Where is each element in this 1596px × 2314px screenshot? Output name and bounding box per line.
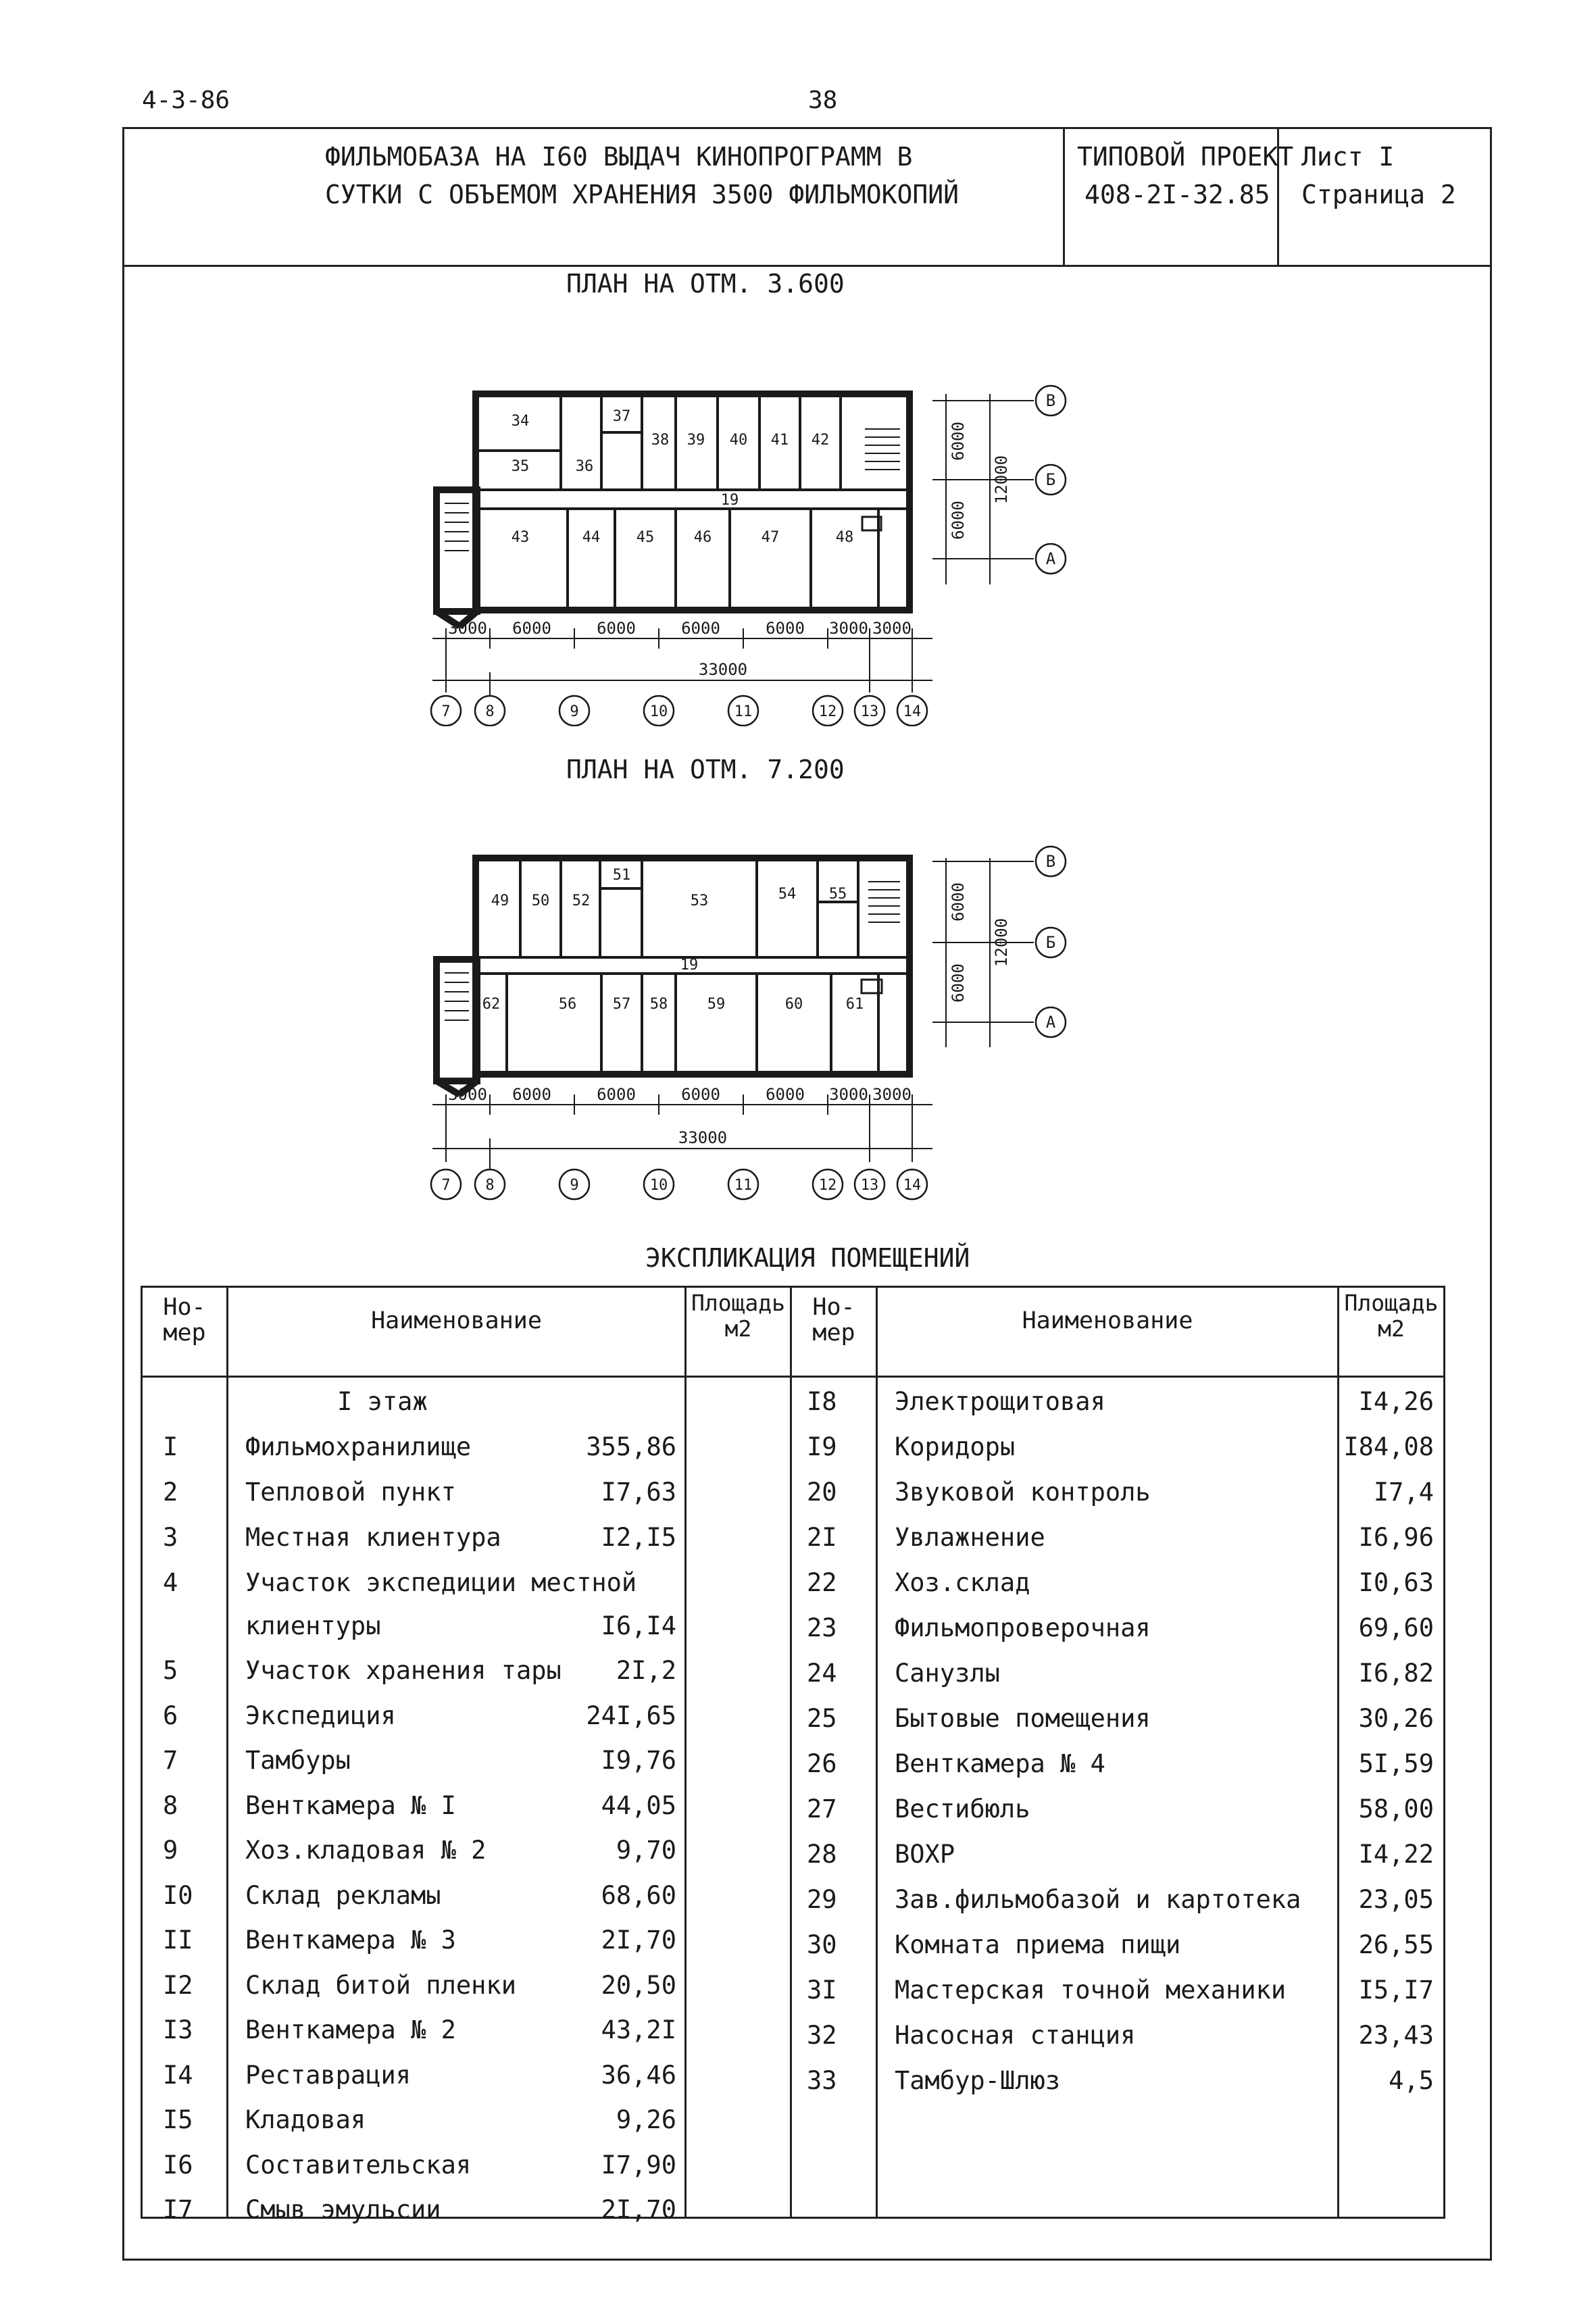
dim-label: 3000 (448, 1085, 487, 1104)
room-label: 62 (482, 996, 501, 1013)
table-row-num: 22 (807, 1568, 837, 1597)
table-row-area: I7,4 (1373, 1478, 1434, 1507)
project-label: ТИПОВОЙ ПРОЕКТ (1077, 142, 1294, 172)
table-row-num: 28 (807, 1840, 837, 1869)
table-row-area: 2I,2 (616, 1656, 676, 1685)
dim-label: 6000 (681, 1085, 720, 1104)
dim-label: 6000 (766, 1085, 805, 1104)
table-row-num: I (163, 1432, 178, 1461)
axis-label: 11 (734, 703, 753, 720)
table-row-num: I7 (163, 2195, 193, 2224)
axis-label: А (1045, 549, 1056, 568)
page-code: 4-3-86 (142, 86, 230, 114)
dim-label: 3000 (872, 1085, 912, 1104)
table-row-area: 2I,70 (601, 1926, 676, 1955)
dim-total: 12000 (992, 917, 1011, 967)
plan2-drawing (419, 841, 1095, 1206)
table-row-area: I4,26 (1358, 1387, 1434, 1416)
dim-label: 6000 (949, 963, 968, 1003)
dim-label: 6000 (949, 501, 968, 540)
table-row-area: I7,63 (601, 1478, 676, 1507)
room-label: 19 (680, 957, 699, 974)
table-row-name: Венткамера № 4 (895, 1749, 1105, 1778)
room-label: 47 (761, 529, 780, 546)
room-label: 58 (649, 996, 668, 1013)
table-row-name: Вестибюль (895, 1794, 1030, 1823)
room-label: 35 (511, 458, 530, 475)
table-row-area: I2,I5 (601, 1523, 676, 1552)
axis-label: Б (1045, 933, 1056, 952)
axis-label: 8 (485, 1177, 495, 1194)
room-label: 40 (729, 432, 748, 449)
axis-label: А (1045, 1013, 1056, 1032)
table-row-num: 9 (163, 1836, 178, 1865)
room-label: 49 (491, 892, 509, 909)
axis-label: 8 (485, 703, 495, 720)
table-row-name: ВОХР (895, 1840, 955, 1869)
table-row-area: 36,46 (601, 2061, 676, 2090)
room-label: 43 (511, 529, 530, 546)
page-label: Страница 2 (1301, 180, 1456, 209)
table-row-num: I2 (163, 1971, 193, 2000)
table-row-num: I5 (163, 2105, 193, 2134)
table-row-name: Экспедиция (245, 1701, 396, 1730)
table-row-name: Фильмопроверочная (895, 1613, 1151, 1642)
room-label: 61 (845, 996, 864, 1013)
room-label: 48 (835, 529, 854, 546)
table-row-name: Тамбур-Шлюз (895, 2066, 1061, 2095)
table-row-num: 7 (163, 1746, 178, 1775)
axis-label: 14 (903, 1177, 922, 1194)
table-row-area: 23,43 (1358, 2021, 1434, 2050)
table-header-rule (143, 1376, 1443, 1378)
room-label: 38 (651, 432, 670, 449)
table-row-area: I9,76 (601, 1746, 676, 1775)
table-row-name: Кладовая (245, 2105, 366, 2134)
col-area-header: Площадь м2 (691, 1290, 786, 1342)
table-row-area: I5,I7 (1358, 1976, 1434, 2005)
axis-label: 10 (649, 1177, 668, 1194)
table-row-name: Венткамера № I (245, 1791, 456, 1820)
dim-label: 6000 (949, 882, 968, 922)
table-row-name: Санузлы (895, 1659, 1000, 1688)
table-row-name: Смыв эмульсии (245, 2195, 441, 2224)
dim-total: 33000 (698, 660, 748, 679)
table-row-area: 43,2I (601, 2015, 676, 2044)
table-row-num: 4 (163, 1568, 178, 1597)
table-row-num: 2 (163, 1478, 178, 1507)
plan2-title: ПЛАН НА ОТМ. 7.200 (566, 755, 845, 784)
dim-label: 6000 (597, 619, 636, 638)
table-row-area: 9,70 (616, 1836, 676, 1865)
room-label: 59 (707, 996, 726, 1013)
room-label: 54 (778, 886, 797, 903)
dim-label: 6000 (681, 619, 720, 638)
room-label: 36 (575, 458, 594, 475)
table-row-num: 3I (807, 1976, 837, 2005)
axis-label: В (1045, 391, 1056, 410)
axis-label: 13 (860, 703, 879, 720)
axis-label: В (1045, 852, 1056, 871)
room-label: 41 (770, 432, 789, 449)
table-row-name: Бытовые помещения (895, 1704, 1151, 1733)
header-divider (1063, 127, 1065, 265)
room-label: 51 (612, 867, 631, 884)
dim-label: 3000 (829, 619, 868, 638)
table-row-area: 24I,65 (586, 1701, 676, 1730)
room-label: 60 (784, 996, 803, 1013)
table-row-name: Венткамера № 3 (245, 1926, 456, 1955)
col-divider (876, 1288, 878, 2217)
table-row-name: Реставрация (245, 2061, 412, 2090)
room-label: 42 (811, 432, 830, 449)
axis-label: 7 (441, 1177, 451, 1194)
room-label: 50 (531, 892, 550, 909)
col-num-header: Но- мер (163, 1294, 206, 1347)
table-row-name: Участок экспедиции местной (245, 1568, 637, 1597)
table-row-num: 5 (163, 1656, 178, 1685)
axis-label: 7 (441, 703, 451, 720)
axis-label: 13 (860, 1177, 879, 1194)
dim-label: 6000 (512, 1085, 551, 1104)
table-row-num: 23 (807, 1613, 837, 1642)
room-label: 55 (828, 886, 847, 903)
table-row-name: Коридоры (895, 1432, 1016, 1461)
plan1-title: ПЛАН НА ОТМ. 3.600 (566, 269, 845, 299)
dim-label: 6000 (766, 619, 805, 638)
table-row-area: I6,96 (1358, 1523, 1434, 1552)
axis-label: 10 (649, 703, 668, 720)
dim-label: 3000 (829, 1085, 868, 1104)
table-row-num: 32 (807, 2021, 837, 2050)
dim-label: 6000 (512, 619, 551, 638)
table-row-name: Хоз.кладовая № 2 (245, 1836, 487, 1865)
table-row-area: I0,63 (1358, 1568, 1434, 1597)
table-title: ЭКСПЛИКАЦИЯ ПОМЕЩЕНИЙ (645, 1243, 970, 1273)
axis-label: 9 (570, 703, 579, 720)
header-block (122, 127, 1490, 267)
table-row-num: 6 (163, 1701, 178, 1730)
table-row-area: 4,5 (1389, 2066, 1434, 2095)
room-label: 45 (636, 529, 655, 546)
table-row-name: Составительская (245, 2150, 472, 2180)
table-row-num: I6 (163, 2150, 193, 2180)
axis-label: 12 (818, 703, 837, 720)
table-row-area: 58,00 (1358, 1794, 1434, 1823)
col-area-header: Площадь м2 (1344, 1290, 1439, 1342)
dim-label: 3000 (872, 619, 912, 638)
table-row-area: 5I,59 (1358, 1749, 1434, 1778)
table-row-num: 20 (807, 1478, 837, 1507)
table-row-area: 9,26 (616, 2105, 676, 2134)
table-row-num: 2I (807, 1523, 837, 1552)
table-row-area: 44,05 (601, 1791, 676, 1820)
table-row-num: 27 (807, 1794, 837, 1823)
table-row-name: Комната приема пищи (895, 1930, 1181, 1959)
table-row-name: клиентуры (245, 1611, 381, 1640)
table-row-area: 355,86 (586, 1432, 676, 1461)
dim-total: 12000 (992, 455, 1011, 505)
col-name-header: Наименование (1022, 1307, 1193, 1334)
table-row-area: I6,82 (1358, 1659, 1434, 1688)
table-row-name: Зав.фильмобазой и картотека (895, 1885, 1301, 1914)
room-label: 19 (720, 492, 739, 509)
table-row-name: Хоз.склад (895, 1568, 1030, 1597)
axis-label: 9 (570, 1177, 579, 1194)
table-row-name: Венткамера № 2 (245, 2015, 456, 2044)
table-row-area: 23,05 (1358, 1885, 1434, 1914)
table-row-area: 26,55 (1358, 1930, 1434, 1959)
room-label: 53 (690, 892, 709, 909)
dim-label: 6000 (949, 422, 968, 461)
table-row-area: 68,60 (601, 1881, 676, 1910)
table-row-name: Мастерская точной механики (895, 1976, 1287, 2005)
table-row-name: Фильмохранилище (245, 1432, 472, 1461)
table-row-num: II (163, 1926, 193, 1955)
table-row-area: I7,90 (601, 2150, 676, 2180)
room-label: 37 (612, 408, 631, 425)
col-divider (684, 1288, 687, 2217)
axis-label: 12 (818, 1177, 837, 1194)
dim-label: 3000 (448, 619, 487, 638)
table-row-num: 3 (163, 1523, 178, 1552)
explication-table (141, 1286, 1445, 2224)
table-row-area: I6,I4 (601, 1611, 676, 1640)
axis-label: Б (1045, 470, 1056, 489)
table-row-num: 8 (163, 1791, 178, 1820)
col-divider (1337, 1288, 1339, 2217)
header-title-line1: ФИЛЬМОБАЗА НА I60 ВЫДАЧ КИНОПРОГРАММ В (325, 142, 913, 172)
table-row-area: I4,22 (1358, 1840, 1434, 1869)
table-row-num: 25 (807, 1704, 837, 1733)
col-divider (790, 1288, 792, 2217)
table-row-area: I84,08 (1343, 1432, 1434, 1461)
table-row-num: 26 (807, 1749, 837, 1778)
room-label: 44 (582, 529, 601, 546)
table-row-num: I4 (163, 2061, 193, 2090)
project-number: 408-2I-32.85 (1084, 180, 1270, 209)
table-row-num: 30 (807, 1930, 837, 1959)
col-num-header: Но- мер (812, 1294, 855, 1347)
table-row-name: Насосная станция (895, 2021, 1136, 2050)
table-row-num: I3 (163, 2015, 193, 2044)
table-row-name: Местная клиентура (245, 1523, 501, 1552)
room-label: 52 (572, 892, 591, 909)
col-name-header: Наименование (371, 1307, 542, 1334)
table-row-num: I9 (807, 1432, 837, 1461)
table-row-area: 20,50 (601, 1971, 676, 2000)
table-row-name: Участок хранения тары (245, 1656, 562, 1685)
plan1-drawing (419, 375, 1095, 726)
room-label: 39 (687, 432, 705, 449)
table-row-name: Тамбуры (245, 1746, 351, 1775)
header-title-line2: СУТКИ С ОБЪЕМОМ ХРАНЕНИЯ 3500 ФИЛЬМОКОПИЙ (325, 180, 959, 209)
axis-label: 11 (734, 1177, 753, 1194)
table-row-area: 2I,70 (601, 2195, 676, 2224)
table-row-area: 69,60 (1358, 1613, 1434, 1642)
table-row-name: Увлажнение (895, 1523, 1045, 1552)
room-label: 34 (511, 413, 530, 430)
table-row-num: 29 (807, 1885, 837, 1914)
table-row-name: Склад битой пленки (245, 1971, 516, 2000)
table-row-name: Тепловой пункт (245, 1478, 456, 1507)
floor-label: I этаж (337, 1387, 428, 1416)
dim-total: 33000 (678, 1128, 728, 1147)
dim-label: 6000 (597, 1085, 636, 1104)
page-number: 38 (808, 86, 838, 114)
room-label: 46 (693, 529, 712, 546)
col-divider (226, 1288, 228, 2217)
room-label: 57 (612, 996, 631, 1013)
table-row-name: Электрощитовая (895, 1387, 1105, 1416)
table-row-name: Звуковой контроль (895, 1478, 1151, 1507)
table-row-num: I0 (163, 1881, 193, 1910)
table-row-name: Склад рекламы (245, 1881, 441, 1910)
table-row-area: 30,26 (1358, 1704, 1434, 1733)
room-label: 56 (558, 996, 577, 1013)
sheet-label: Лист I (1301, 142, 1395, 172)
table-row-num: 24 (807, 1659, 837, 1688)
table-row-num: 33 (807, 2066, 837, 2095)
axis-label: 14 (903, 703, 922, 720)
table-row-num: I8 (807, 1387, 837, 1416)
